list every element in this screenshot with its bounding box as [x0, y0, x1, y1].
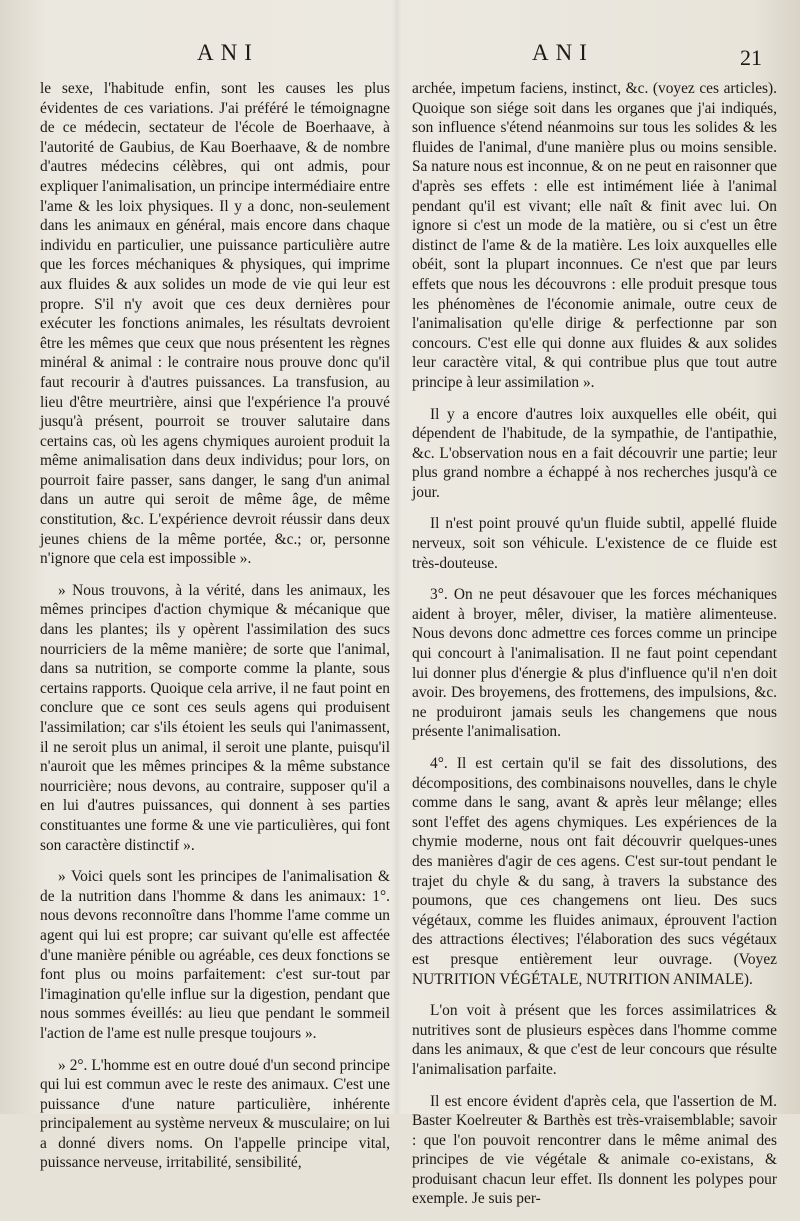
paragraph: L'on voit à présent que les forces assimilatrices & nutritives sont de plusieurs espèces dans l'homme comme dans les animaux, & que c'est de leur concours que résulte l'animalisation parfaite. [412, 1002, 777, 1078]
left-column [40, 79, 390, 1185]
paragraph: Il y a encore d'autres loix auxquelles elle obéit, qui dépendent de l'habitude, de la sympathie, de l'antipathie, &c. L'observation nous en a fait découvrir une partie; leur plus grand nombre a échappé à nos recherches jusqu'à ce jour. [412, 405, 777, 501]
paragraph: 4°. Il est certain qu'il se fait des dissolutions, des décompositions, des combinaisons nouvelles, dans le chyle comme dans le sang, avant & après leur mêlange; elles sont l'effet des agens chymiques. Les expériences de la chymie moderne, nous ont fait découvrir quelques-unes des manières d'agir de ces agens. C'est sur-tout pendant le trajet du chyle & du sang, à travers la substance des poumons, que ces changemens ont lieu. Des sucs végétaux, comme les fluides animaux, éprouvent l'action des attractions électives; l'élaboration des sucs végétaux est presque entièrement leur ouvrage. (Voyez NUTRITION VÉGÉTALE, NUTRITION ANIMALE). [412, 755, 777, 988]
paragraph: le sexe, l'habitude enfin, sont les causes les plus évidentes de ces variations. J'ai préféré le témoignagne de ce médecin, sectateur de l'école de Boerhaave, à l'autorité de Gaubius, de Kau Boerhaave, & de nombre d'autres médecins célèbres, qui ont admis, pour expliquer l'animalisation, un principe intermédiaire entre l'ame & les loix physiques. Il y a donc, non-seulement dans les animaux en général, mais encore dans chaque individu en particulier, une puissance particulière autre que les forces méchaniques & physiques, qui imprime aux fluides & aux solides un mode de vie qui leur est propre. S'il n'y avoit que ces deux dernières pour exécuter les fonctions animales, les résultats devroient être les mêmes que ceux que nous présentent les règnes minéral & animal : le contraire nous prouve donc qu'il faut recourir à d'autres puissances. La transfusion, au lieu d'être meurtrière, ainsi que l'expérience l'a prouvé jusqu'à présent, pourroit se trouver salutaire dans certains cas, où les agens chymiques auroient produit la même animalisation dans deux individus; pour lors, on pourroit faire passer, sans danger, le sang d'un animal dans un autre qui seroit de même âge, de même constitution, &c. L'expérience devroit réussir dans deux jeunes chiens de la même portée, &c.; or, personne n'ignore que cela est impossible ». [40, 80, 390, 568]
page-gutter [392, 0, 402, 1114]
right-column [412, 79, 777, 1221]
paragraph: » Nous trouvons, à la vérité, dans les animaux, les mêmes principes d'action chymique & mécanique que dans les plantes; ils y opèrent l'assimilation des sucs nourriciers de la même manière; de sorte que l'animal, dans sa nutrition, se comporte comme la plante, sous certains rapports. Quoique cela arrive, il ne faut point en conclure que ce sont ces seuls agens qui produisent l'assimilation; car s'ils étoient les seuls qui l'animassent, il ne seroit plus un animal, il seroit une plante, puisqu'il n'auroit que les mêmes principes & la même substance nourricière; nous devons, au contraire, supposer qu'il a en lui d'autres puissances, qui donnent à ses parties constituantes une forme & une vie particulières, qui font son caractère distinctif ». [40, 581, 390, 854]
paragraph: 3°. On ne peut désavouer que les forces méchaniques aident à broyer, mêler, diviser, la matière alimenteuse. Nous devons donc admettre ces forces comme un principe qui concourt à l'animalisation. Il ne faut point cependant lui donner plus d'énergie & plus d'influence qu'il n'en doit avoir. Des broyemens, des frottemens, des impulsions, &c. ne produiront jamais seuls les changemens que nous présente l'animalisation. [412, 586, 777, 741]
paragraph: Il est encore évident d'après cela, que l'assertion de M. Baster Koelreuter & Barthès est très-vraisemblable; savoir : que l'on pouvoit rencontrer dans le même animal des principes de vie végétale & animale co-existans, & produisant chacun leur effet. Ils donnent les polypes pour exemple. Je suis per- [412, 1092, 777, 1208]
page-number: 21 [740, 45, 762, 70]
running-head-left: ANI [197, 40, 259, 65]
paragraph: » Voici quels sont les principes de l'animalisation & de la nutrition dans l'homme & dans les animaux: 1°. nous devons reconnoître dans l'homme l'ame comme un agent qui lui est propre; car suivant qu'elle est affectée d'une manière pénible ou agréable, ces deux fonctions se font plus ou moins parfaitement: c'est sur-tout par l'imagination qu'elle influe sur la digestion, pendant que nous sommes éveillés: au lieu que pendant le sommeil l'action de l'ame est nulle presque toujours ». [40, 868, 390, 1042]
running-head-right: ANI [532, 40, 594, 65]
paragraph: archée, impetum faciens, instinct, &c. (voyez ces articles). Quoique son siége soit dans les organes que j'ai indiqués, son influence s'étend néanmoins sur tous les solides & les fluides de l'animal, d'une manière plus ou moins sensible. Sa nature nous est inconnue, & on ne peut en raisonner que d'après ses effets : elle est intimément liée à l'animal pendant qu'il est vivant; elle naît & finit avec lui. On ignore si c'est un mode de la matière, ou si c'est un être distinct de l'ame & de la matière. Les loix auxquelles elle obéit, sont la plupart inconnues. Ce n'est que par leurs effets que nous les découvrons : elle produit presque tous les phénomènes de l'économie animale, outre ceux de l'animalisation qu'elle dirige & perfectionne par son concours. C'est elle qui donne aux fluides & aux solides leur caractère vital, & qui contribue plus que tout autre principe à leur assimilation ». [412, 80, 778, 391]
paragraph: Il n'est point prouvé qu'un fluide subtil, appellé fluide nerveux, soit son véhicule. L'existence de ce fluide est très-douteuse. [412, 515, 777, 572]
paragraph: » 2°. L'homme est en outre doué d'un second principe qui lui est commun avec le reste des animaux. C'est une puissance d'une nature particulière, inhérente principalement au système nerveux & musculaire; on lui a donné divers noms. On l'appelle principe vital, puissance nerveuse, irritabilité, sensibilité, [40, 1056, 390, 1172]
